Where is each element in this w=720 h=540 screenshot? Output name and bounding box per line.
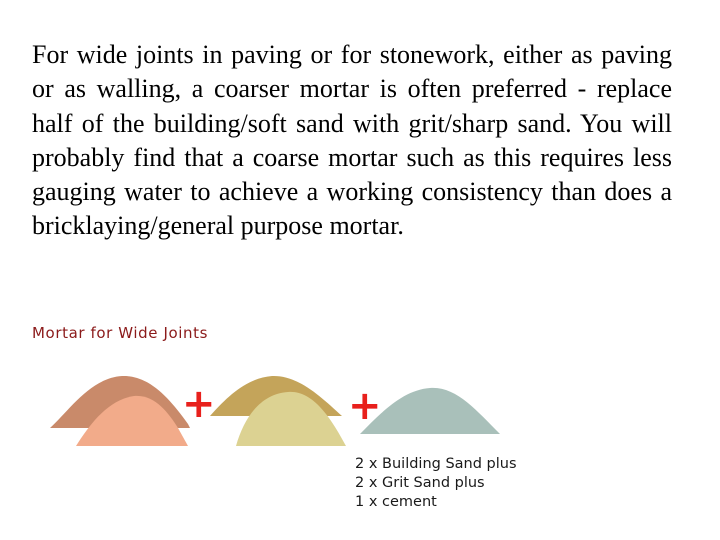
plus-sign-1: + <box>182 381 216 427</box>
mortar-recipe <box>355 455 517 512</box>
recipe-line-cement: 1 x cement <box>355 494 437 510</box>
plus-sign-2: + <box>348 383 382 429</box>
section-title: Mortar for Wide Joints <box>32 324 209 342</box>
body-paragraph: For wide joints in paving or for stonework, either as paving or as walling, a coarser mortar is often preferred - replace half of the building/soft sand with grit/sharp sand. You will probably find that a coarse mortar such as this requires less gauging water to achieve a working consistency than does a bricklaying/general purpose mortar. <box>32 40 672 241</box>
recipe-line-building-sand: 2 x Building Sand plus <box>355 456 517 472</box>
building-sand-pile <box>50 376 190 446</box>
grit-sand-pile <box>210 376 346 446</box>
material-piles-illustration <box>50 372 510 448</box>
recipe-line-grit-sand: 2 x Grit Sand plus <box>355 475 485 491</box>
